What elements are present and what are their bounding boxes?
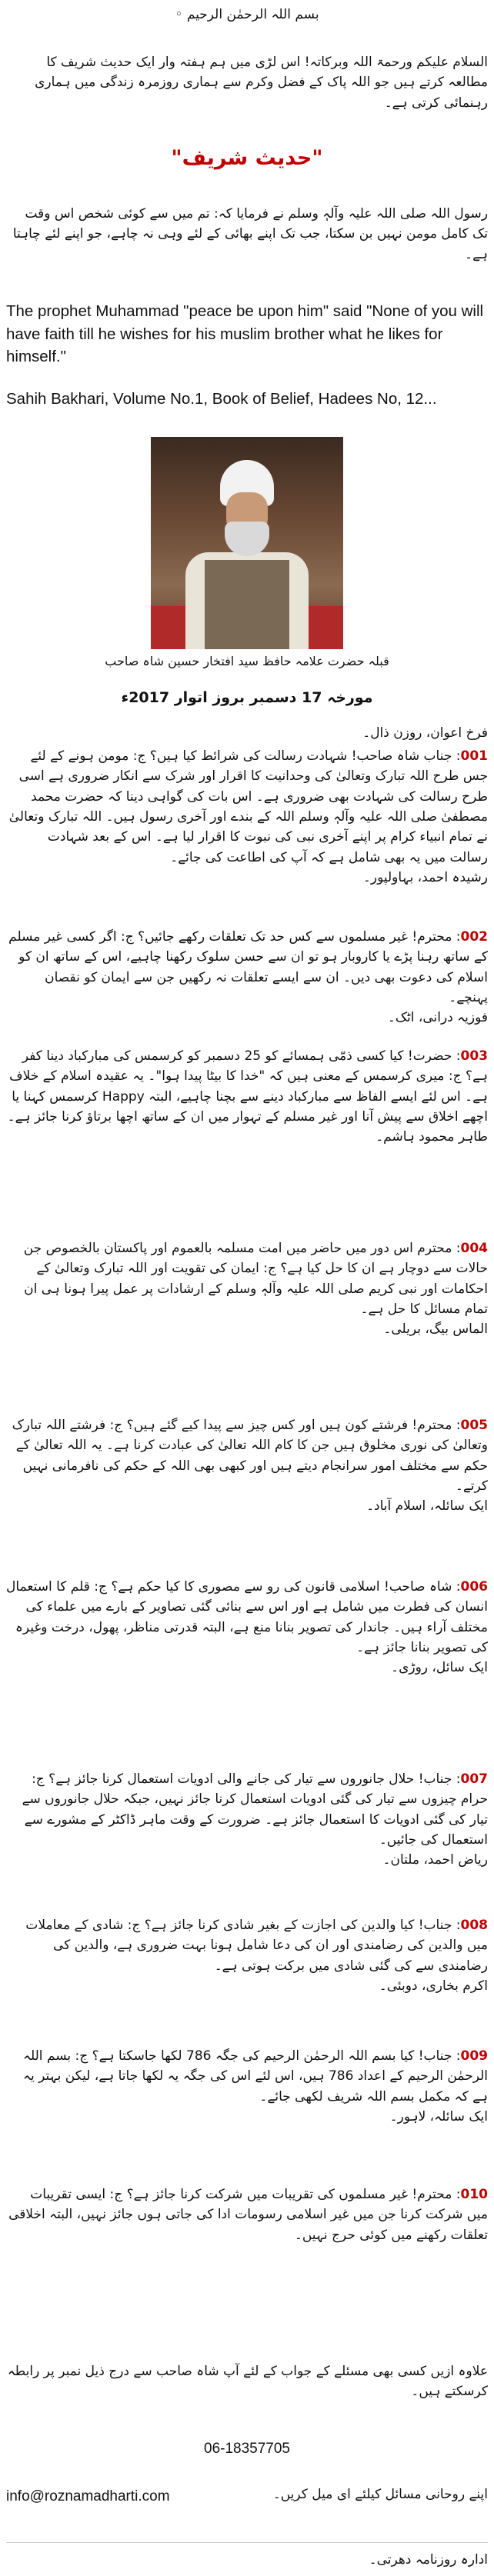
qa-text: شاہ صاحب! اسلامی قانون کی رو سے مصوری کا کیا حکم ہے؟ ج: قلم کا استعمال انسان کی فطرت میں شامل ہے اور اس سے بنائی گئی تصاویر کے بارے میں علماء کی مختلف آراء ہیں۔ جاندار کی تصویر بنانا منع ہے، البتہ قدرتی مناظر، پھول، درخت وغیرہ کی تصویر بنانا جائز ہے۔ <box>6 1579 488 1656</box>
photo-caption: قبلہ حضرت علامہ حافظ سید افتخار حسین شاہ صاحب <box>105 654 389 668</box>
email-label: اپنے روحانی مسائل کیلئے ای میل کریں۔ <box>272 2487 488 2502</box>
qa-item-9: 009: جناب! کیا بسم اللہ الرحمٰن الرحیم کی جگہ 786 لکھا جاسکتا ہے؟ ج: بسم اللہ الرحمٰن الرحیم کے اعداد 786 ہیں، اس لئے اس کی جگہ یہ لکھا جاتا ہے، لیکن بہتر یہ ہے کہ مکمل بسم اللہ شریف لکھی جائے۔ ایک سائلہ، لاہور۔ <box>0 2046 494 2127</box>
hadith-urdu: رسول اللہ صلی اللہ علیہ وآلہٖ وسلم نے فرمایا کہ: تم میں سے کوئی شخص اس وقت تک کامل مومن نہیں بن سکتا، جب تک اپنے بھائی کے لئے وہی نہ چاہے، جو اپنے لئے چاہتا ہے۔ <box>12 206 488 262</box>
scholar-photo <box>151 437 343 649</box>
hadith-english: The prophet Muhammad "peace be upon him" said "None of you will have faith till he wishes for his muslim brother what he likes for himself." <box>6 302 484 366</box>
qa-signature: فوزیہ درانی، اٹک۔ <box>387 1010 488 1026</box>
qa-text: جناب! کیا والدین کی اجازت کے بغیر شادی کرنا جائز ہے؟ ج: شادی کے معاملات میں والدین کی رضامندی اور ان کی دعا شامل ہونا بہت ضروری ہے، والدین کی رضامندی سے کی گئی شادی میں برکت ہوتی ہے۔ <box>25 1918 488 1974</box>
qa-signature: ایک سائلہ، لاہور۔ <box>389 2109 488 2125</box>
section-heading: "حدیث شریف" <box>171 146 323 170</box>
qa-item-4: 004: محترم اس دور میں حاضر میں امت مسلمہ بالعموم اور پاکستان بالخصوص جن حالات سے دوچار ہے ان کا حل کیا ہے؟ ج: ایمان کی تقویت اور اللہ تبارک وتعالیٰ کے احکامات اور نبی کریم صلی اللہ علیہ وآلہٖ وسلم کے ارشادات پر عمل پیرا ہونا ہی ان تمام مسائل کا حل ہے۔ الماس بیگ، بریلی۔ <box>0 1238 494 1340</box>
bismillah: بسم اللہ الرحمٰن الرحیم ◦ <box>175 7 319 22</box>
hadith-reference: Sahih Bakhari, Volume No.1, Book of Belief, Hadees No, 12... <box>6 390 437 408</box>
qa-item-8: 008: جناب! کیا والدین کی اجازت کے بغیر شادی کرنا جائز ہے؟ ج: شادی کے معاملات میں والدین کی رضامندی اور ان کی دعا شامل ہونا بہت ضروری ہے، والدین کی رضامندی سے کی گئی شادی میں برکت ہوتی ہے۔ اکرم بخاری، دوبئی۔ <box>0 1915 494 1996</box>
qa-signature: ریاض احمد، ملتان۔ <box>382 1852 488 1868</box>
qa-text: محترم! فرشتے کون ہیں اور کس چیز سے پیدا کیے گئے ہیں؟ ج: فرشتے اللہ تبارک وتعالیٰ کی نوری مخلوق ہیں جن کا کام اللہ تعالیٰ کی عبادت کرنا ہے۔ یہ اللہ تعالیٰ کے حکم سے مختلف امور سرانجام دیتے ہیں اور کبھی بھی اللہ کے حکم کی نافرمانی نہیں کرتے۔ <box>12 1418 488 1495</box>
question-number: 009 <box>460 2048 488 2064</box>
qa-signature: اکرم بخاری، دوبئی۔ <box>379 1978 488 1994</box>
phone-number: 06-18357705 <box>204 2441 290 2457</box>
question-number: 002 <box>460 929 488 945</box>
footer-credit: ادارہ روزنامہ دھرتی۔ <box>369 2552 488 2568</box>
divider <box>6 2542 488 2543</box>
qa-item-3: 003: حضرت! کیا کسی ذمّی ہمسائے کو 25 دسمبر کو کرسمس کی مبارکباد دینا کفر ہے؟ ج: میری کرسمس کے معنی ہیں کہ "خدا کا بیٹا پیدا ہوا"۔ یہ عقیدہ اسلام کے خلاف ہے۔ اس لئے ایسے الفاظ سے مبارکباد دینے سے بچنا چاہیے، البتہ Happy کرسمس کہنا یا اچھے اخلاق سے پیش آنا اور غیر مسلم کے تہوار میں ان کے ساتھ اچھا برتاؤ کرنا جائز ہے۔ طاہر محمود ہاشم۔ <box>0 1046 494 1148</box>
qa-item-10: 010: محترم! غیر مسلموں کی تقریبات میں شرکت کرنا جائز ہے؟ ج: ایسی تقریبات میں شرکت کرنا جن میں غیر اسلامی رسومات ادا کی جاتی ہوں جائز نہیں، البتہ اخلاقی تعلقات رکھنے میں کوئی حرج نہیں۔ <box>8 2187 488 2243</box>
qa-signature: ایک سائل، روڑی۔ <box>391 1660 488 1676</box>
email-link[interactable]: info@roznamadharti.com <box>6 2488 170 2504</box>
qa-signature: طاہر محمود ہاشم۔ <box>376 1129 488 1145</box>
question-number: 004 <box>460 1241 488 1256</box>
qa-text: حضرت! کیا کسی ذمّی ہمسائے کو 25 دسمبر کو کرسمس کی مبارکباد دینا کفر ہے؟ ج: میری کرسمس کے معنی ہیں کہ "خدا کا بیٹا پیدا ہوا"۔ یہ عقیدہ اسلام کے خلاف ہے۔ اس لئے ایسے الفاظ سے مبارکباد دینے سے بچنا چاہیے، البتہ Happy کرسمس کہنا یا اچھے اخلاق سے پیش آنا اور غیر مسلم کے تہوار میں ان کے ساتھ اچھا برتاؤ کرنا جائز ہے۔ <box>7 1048 488 1125</box>
question-number: 007 <box>460 1771 488 1787</box>
qa-signature: الماس بیگ، بریلی۔ <box>383 1321 488 1338</box>
question-number: 008 <box>460 1918 488 1933</box>
qa-signature: ایک سائلہ، اسلام آباد۔ <box>366 1498 488 1515</box>
qa-text: محترم! غیر مسلموں سے کس حد تک تعلقات رکھے جائیں؟ ج: اگر کسی غیر مسلم کے ساتھ رہنا پڑے یا کاروبار ہو تو ان سے حسن سلوک رکھنا چاہیے، اس کے ساتھ ان کو اسلام کی دعوت بھی دیں۔ ان سے ایسے تعلقات نہ رکھیں جن سے ایمان کو نقصان پہنچے۔ <box>8 929 488 1006</box>
qa-item-6: 006: شاہ صاحب! اسلامی قانون کی رو سے مصوری کا کیا حکم ہے؟ ج: قلم کا استعمال انسان کی فطرت میں شامل ہے اور اس سے بنائی گئی تصاویر کے بارے میں علماء کی مختلف آراء ہیں۔ جاندار کی تصویر بنانا منع ہے، البتہ قدرتی مناظر، پھول، درخت وغیرہ کی تصویر بنانا جائز ہے۔ ایک سائل، روڑی۔ <box>0 1577 494 1678</box>
qa-item-7: 007: جناب! حلال جانوروں سے تیار کی جانے والی ادویات استعمال کرنا جائز ہے؟ ج: حرام چیزوں سے تیار کی گئی ادویات استعمال کرنا جائز نہیں، جبکہ حلال جانوروں سے تیار کی گئی ادویات کا استعمال جائز ہے۔ ضرورت کے وقت ماہر ڈاکٹر کے مشورے سے استعمال کی جائیں۔ ریاض احمد، ملتان۔ <box>0 1769 494 1871</box>
question-number: 005 <box>460 1418 488 1433</box>
qa-item-2: 002: محترم! غیر مسلموں سے کس حد تک تعلقات رکھے جائیں؟ ج: اگر کسی غیر مسلم کے ساتھ رہنا پڑے یا کاروبار ہو تو ان سے حسن سلوک رکھنا چاہیے، اس کے ساتھ ان کو اسلام کی دعوت بھی دیں۔ ان سے ایسے تعلقات نہ رکھیں جن سے ایمان کو نقصان پہنچے۔ فوزیہ درانی، اٹک۔ <box>0 927 494 1028</box>
sender-top: فرخ اعوان، روزن ذال۔ <box>362 725 488 741</box>
qa-text: محترم! غیر مسلموں کی تقریبات میں شرکت کرنا جائز ہے؟ ج: ایسی تقریبات میں شرکت کرنا جن میں غیر اسلامی رسومات ادا کی جاتی ہوں جائز نہیں، البتہ اخلاقی تعلقات رکھنے میں کوئی حرج نہیں۔ <box>8 2187 488 2243</box>
qa-text: جناب! حلال جانوروں سے تیار کی جانے والی ادویات استعمال کرنا جائز ہے؟ ج: حرام چیزوں سے تیار کی گئی ادویات استعمال کرنا جائز نہیں، جبکہ حلال جانوروں سے تیار کی گئی ادویات کا استعمال جائز ہے۔ ضرورت کے وقت ماہر ڈاکٹر کے مشورے سے استعمال کی جائیں۔ <box>22 1771 488 1848</box>
qa-text: جناب! کیا بسم اللہ الرحمٰن الرحیم کی جگہ 786 لکھا جاسکتا ہے؟ ج: بسم اللہ الرحمٰن الرحیم کے اعداد 786 ہیں، اس لئے اس کی جگہ یہ لکھا جاتا ہے، لیکن بہتر یہ ہے کہ مکمل بسم اللہ شریف لکھی جائے۔ <box>23 2048 488 2104</box>
qa-signature: رشیدہ احمد، بہاولپور۔ <box>362 870 488 886</box>
date-line: مورخہ 17 دسمبر بروز اتوار 2017ء <box>121 689 373 706</box>
qa-item-1: 001: جناب شاہ صاحب! شہادت رسالت کی شرائط کیا ہیں؟ ج: مومن ہونے کے لئے جس طرح اللہ تبارک وتعالیٰ کی وحدانیت کا اقرار اور شرک سے انکار ضروری ہے اسی طرح رسالت کی شہادت بھی ضروری ہے۔ اس بات کی گواہی دینا کہ حضرت محمد مصطفیٰ صلی اللہ علیہ وآلہٖ وسلم اللہ کے بندے اور آخری رسول ہیں۔ اللہ تبارک وتعالیٰ نے تمام انبیاء کرام پر اپنے آخری نبی کی نبوت کا اقرار لیا ہے۔ اس کے بعد شہادت رسالت میں یہ بھی شامل ہے کہ آپ کی اطاعت کی جائے۔ رشیدہ احمد، بہاولپور۔ <box>0 746 494 888</box>
qa-text: محترم اس دور میں حاضر میں امت مسلمہ بالعموم اور پاکستان بالخصوص جن حالات سے دوچار ہے ان کا حل کیا ہے؟ ج: ایمان کی تقویت اور اللہ تبارک وتعالیٰ کے احکامات اور نبی کریم صلی اللہ علیہ وآلہٖ وسلم کے ارشادات پر عمل پیرا ہونا ہی ان تمام مسائل کا حل ہے۔ <box>23 1241 488 1318</box>
question-number: 006 <box>460 1579 488 1595</box>
qa-text: جناب شاہ صاحب! شہادت رسالت کی شرائط کیا ہیں؟ ج: مومن ہونے کے لئے جس طرح اللہ تبارک وتعالیٰ کی وحدانیت کا اقرار اور شرک سے انکار ضروری ہے اسی طرح رسالت کی شہادت بھی ضروری ہے۔ اس بات کی گواہی دینا کہ حضرت محمد مصطفیٰ صلی اللہ علیہ وآلہٖ وسلم اللہ کے بندے اور آخری رسول ہیں۔ اللہ تبارک وتعالیٰ نے تمام انبیاء کرام پر اپنے آخری نبی کی نبوت کا اقرار لیا ہے۔ اس کے بعد شہادت رسالت میں یہ بھی شامل ہے کہ آپ کی اطاعت کی جائے۔ <box>8 748 488 865</box>
intro-paragraph: السلام علیکم ورحمۃ اللہ وبرکاتہ! اس لڑی میں ہم ہفتہ وار ایک حدیث شریف کا مطالعہ کرتے ہیں جو اللہ پاک کے فضل وکرم سے ہماری روزمرہ زندگی میں ہماری رہنمائی کرتی ہے۔ <box>35 55 488 111</box>
qa-item-5: 005: محترم! فرشتے کون ہیں اور کس چیز سے پیدا کیے گئے ہیں؟ ج: فرشتے اللہ تبارک وتعالیٰ کی نوری مخلوق ہیں جن کا کام اللہ تعالیٰ کی عبادت کرنا ہے۔ یہ اللہ تعالیٰ کے حکم سے مختلف امور سرانجام دیتے ہیں اور کبھی بھی اللہ کے حکم کی نافرمانی نہیں کرتے۔ ایک سائلہ، اسلام آباد۔ <box>0 1415 494 1517</box>
contact-text: علاوہ ازیں کسی بھی مسئلے کے جواب کے لئے آپ شاہ صاحب سے درج ذیل نمبر پر رابطہ کرسکتے ہیں۔ <box>7 2364 488 2400</box>
question-number: 003 <box>460 1048 488 1064</box>
question-number: 001 <box>460 748 488 764</box>
question-number: 010 <box>460 2187 488 2202</box>
